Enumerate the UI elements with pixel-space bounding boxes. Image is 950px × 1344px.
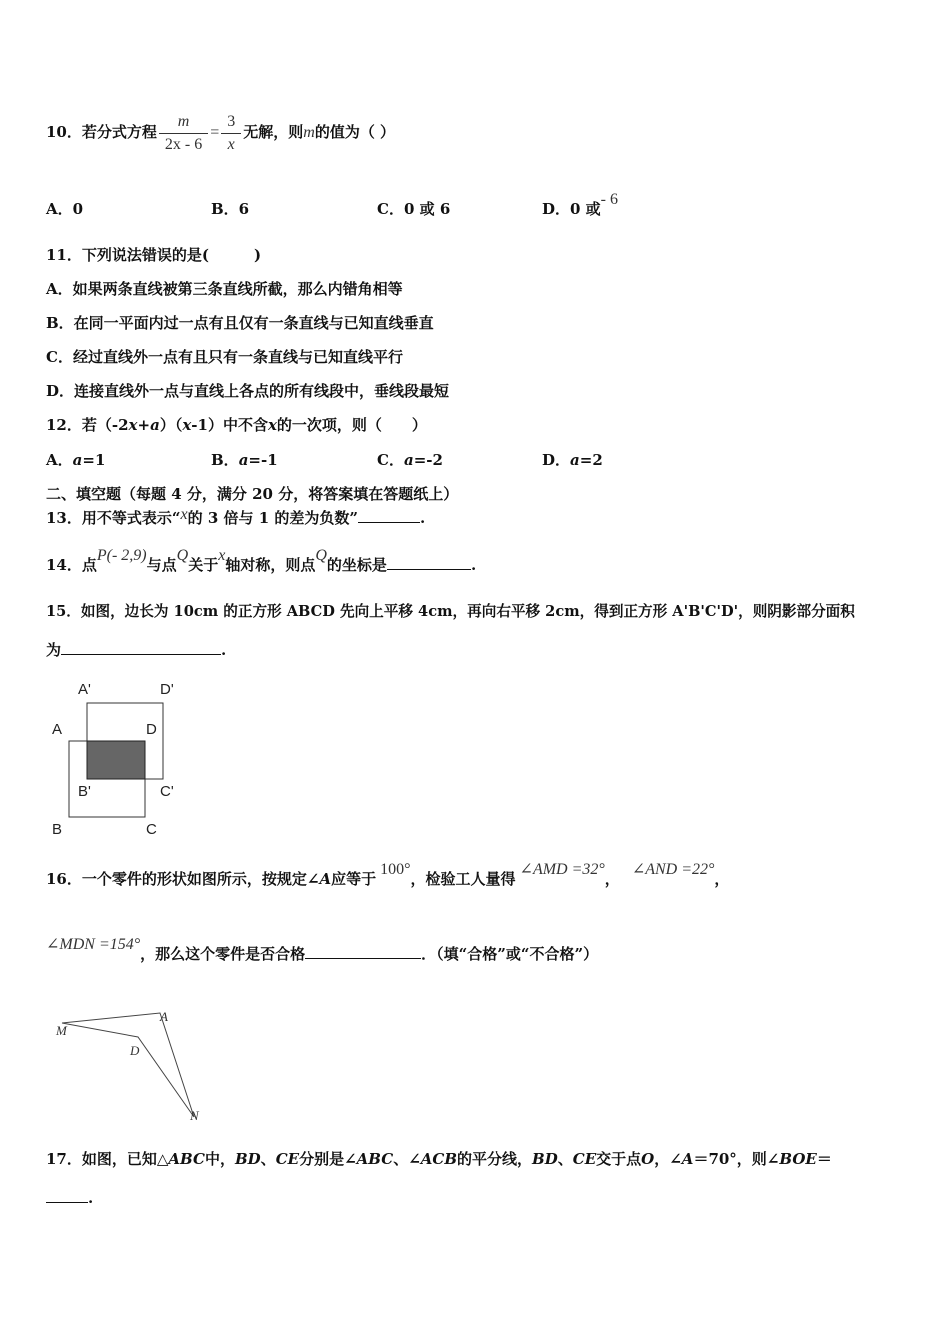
q17-line-2: . xyxy=(46,1188,93,1208)
shaded-region xyxy=(87,741,145,779)
q16-line-1: 16．一个零件的形状如图所示，按规定∠A应等于100°，检验工人量得∠AMD =32°，∠AND =22°， xyxy=(46,861,730,888)
question-13: 13．用不等式表示“x的 3 倍与 1 的差为负数” . xyxy=(46,506,426,527)
q10-option-d-math: - 6 xyxy=(600,191,618,208)
q10-option-b: B．6 xyxy=(211,200,250,218)
q12-stem: 12．若（-2x+a）（x-1）中不含x的一次项，则（ ） xyxy=(46,416,427,434)
q10-option-a: A．0 xyxy=(46,200,84,218)
q16-figure xyxy=(50,1005,220,1130)
q13-answer-blank[interactable] xyxy=(358,508,420,523)
q12-option-d: D．a=2 xyxy=(542,451,603,469)
q10-option-c: C．0 或 6 xyxy=(377,200,451,218)
q11-option-a: A．如果两条直线被第三条直线所截，那么内错角相等 xyxy=(46,280,403,298)
label-m: M xyxy=(56,1023,67,1038)
label-a: A xyxy=(160,1009,168,1024)
label-a-prime: A' xyxy=(78,681,91,698)
q14-answer-blank[interactable] xyxy=(387,555,471,570)
question-14: 14．点P(- 2,9)与点Q关于x轴对称，则点Q的坐标是 . xyxy=(46,547,477,574)
label-b-prime: B' xyxy=(78,783,91,800)
part-outline xyxy=(62,1013,194,1117)
q15-figure xyxy=(40,675,200,845)
q10-option-d: D．0 或- 6 xyxy=(542,191,618,218)
label-d: D xyxy=(130,1043,140,1058)
q15-squares-diagram xyxy=(40,675,200,845)
q10-fraction-left: $\frac{m}{2x - 6}$ xyxy=(159,111,208,156)
section-2-heading: 二、填空题（每题 4 分，满分 20 分，将答案填在答题纸上） xyxy=(46,485,459,503)
label-b: B xyxy=(52,821,63,838)
q11-stem: 11．下列说法错误的是( ) xyxy=(46,246,262,264)
label-d-prime: D' xyxy=(160,681,174,698)
q15-line-1: 15．如图，边长为 10cm 的正方形 ABCD 先向上平移 4cm，再向右平移 2cm，得到正方形 A'B'C'D'，则阴影部分面积 xyxy=(46,603,855,620)
label-a: A xyxy=(52,721,63,738)
q11-option-b: B．在同一平面内过一点有且仅有一条直线与已知直线垂直 xyxy=(46,314,434,332)
q12-option-b: B．a=-1 xyxy=(211,451,278,469)
q17-line-1: 17．如图，已知△ABC中，BD、CE分别是∠ABC、∠ACB的平分线，BD、CE交于点O，∠A＝70°，则∠BOE＝ xyxy=(46,1150,832,1168)
label-c: C xyxy=(146,821,157,838)
q11-option-d: D．连接直线外一点与直线上各点的所有线段中，垂线段最短 xyxy=(46,382,450,400)
label-c-prime: C' xyxy=(160,783,174,800)
q16-answer-blank[interactable] xyxy=(305,944,421,959)
label-n: N xyxy=(190,1108,199,1123)
question-10: 10．若分式方程 $\frac{m}{2x - 6}$ = $\frac{3}{x}$ 无解，则m的值为（ ） xyxy=(46,104,395,161)
label-d: D xyxy=(146,721,157,738)
q10-fraction-right: $\frac{3}{x}$ xyxy=(221,111,241,156)
q12-option-c: C．a=-2 xyxy=(377,451,443,469)
q16-line-2: ∠MDN =154°，那么这个零件是否合格 ．（填“合格”或“不合格”） xyxy=(46,936,599,963)
q11-option-c: C．经过直线外一点有且只有一条直线与已知直线平行 xyxy=(46,348,403,366)
q12-option-a: A．a=1 xyxy=(46,451,106,469)
q10-number-text: 10．若分式方程 xyxy=(46,123,157,141)
q15-answer-blank[interactable] xyxy=(61,640,221,655)
q17-answer-blank[interactable] xyxy=(46,1188,88,1203)
q15-line-2: 为 . xyxy=(46,641,227,659)
